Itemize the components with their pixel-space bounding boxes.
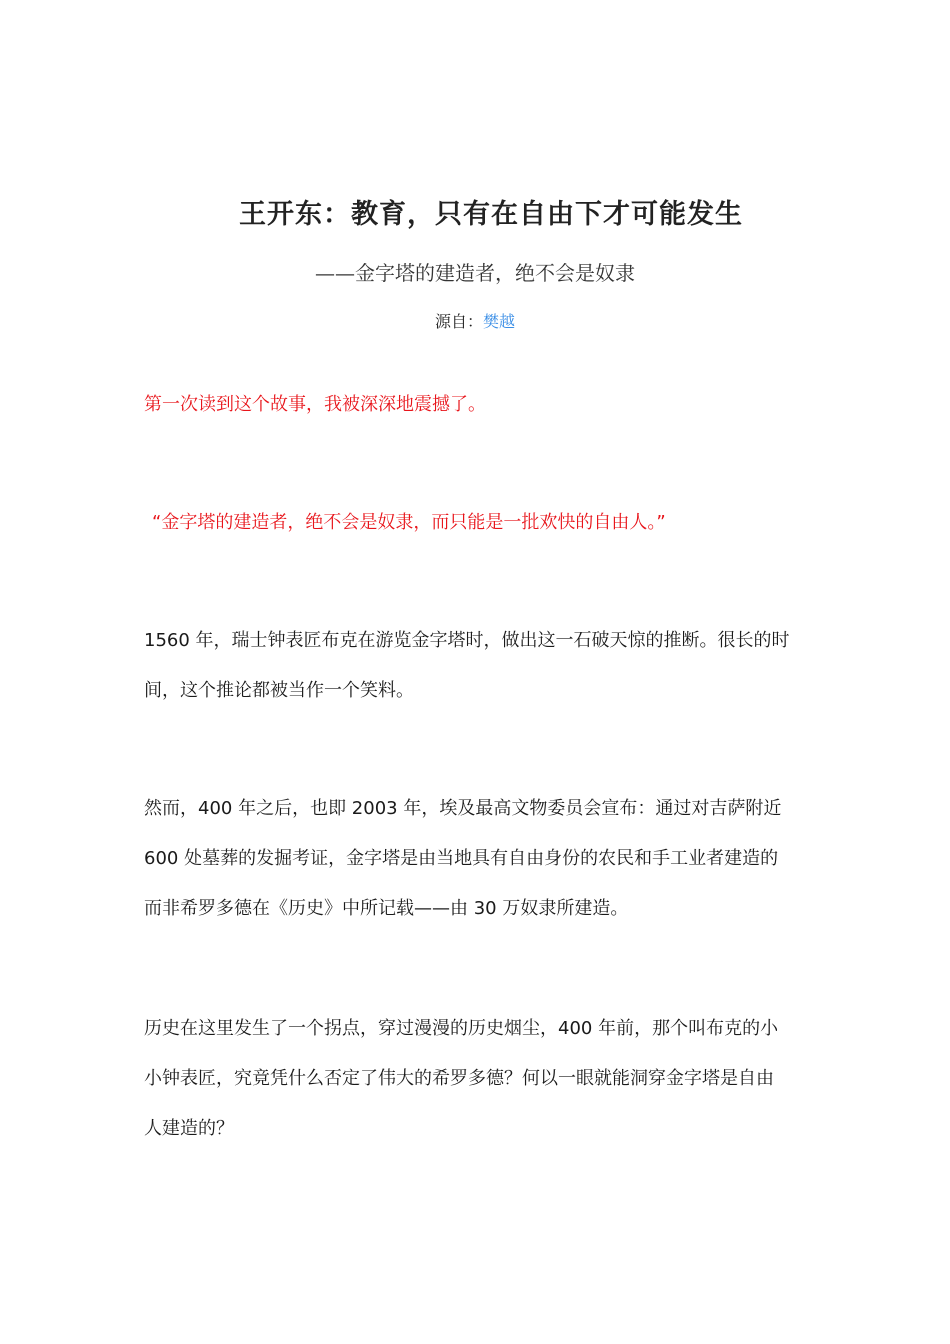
paragraph-line: 历史在这里发生了一个拐点，穿过漫漫的历史烟尘，400 年前，那个叫布克的小 (144, 1018, 779, 1039)
paragraph-line: 600 处墓葬的发掘考证，金字塔是由当地具有自由身份的农民和手工业者建造的 (144, 848, 779, 869)
paragraph-intro (144, 380, 810, 430)
source-author-link[interactable]: 樊越 (483, 312, 516, 331)
paragraph-line: 而非希罗多德在《历史》中所记载——由 30 万奴隶所建造。 (144, 898, 629, 919)
paragraph-line: 1560 年，瑞士钟表匠布克在游览金字塔时，做出这一石破天惊的推断。很长的时 (144, 630, 790, 651)
paragraph-line: 第一次读到这个故事，我被深深地震撼了。 (144, 394, 486, 415)
paragraph-line: 间，这个推论都被当作一个笑料。 (144, 680, 414, 701)
source-line (0, 309, 950, 332)
paragraph-quote (152, 498, 812, 548)
paragraph-2003 (144, 784, 810, 934)
paragraph-line: “金字塔的建造者，绝不会是奴隶，而只能是一批欢快的自由人。” (152, 512, 666, 533)
paragraph-line: 然而，400 年之后，也即 2003 年，埃及最高文物委员会宣布：通过对吉萨附近 (144, 798, 782, 819)
paragraph-line: 人建造的？ (144, 1118, 234, 1139)
source-label: 源自： (434, 312, 483, 331)
article-subtitle: ——金字塔的建造者，绝不会是奴隶 (315, 261, 635, 285)
paragraph-line: 小钟表匠，究竟凭什么否定了伟大的希罗多德？何以一眼就能洞穿金字塔是自由 (144, 1068, 774, 1089)
article-title: 王开东：教育，只有在自由下才可能发生 (239, 199, 743, 230)
paragraph-turning-point (144, 1004, 810, 1154)
paragraph-1560 (144, 616, 810, 716)
